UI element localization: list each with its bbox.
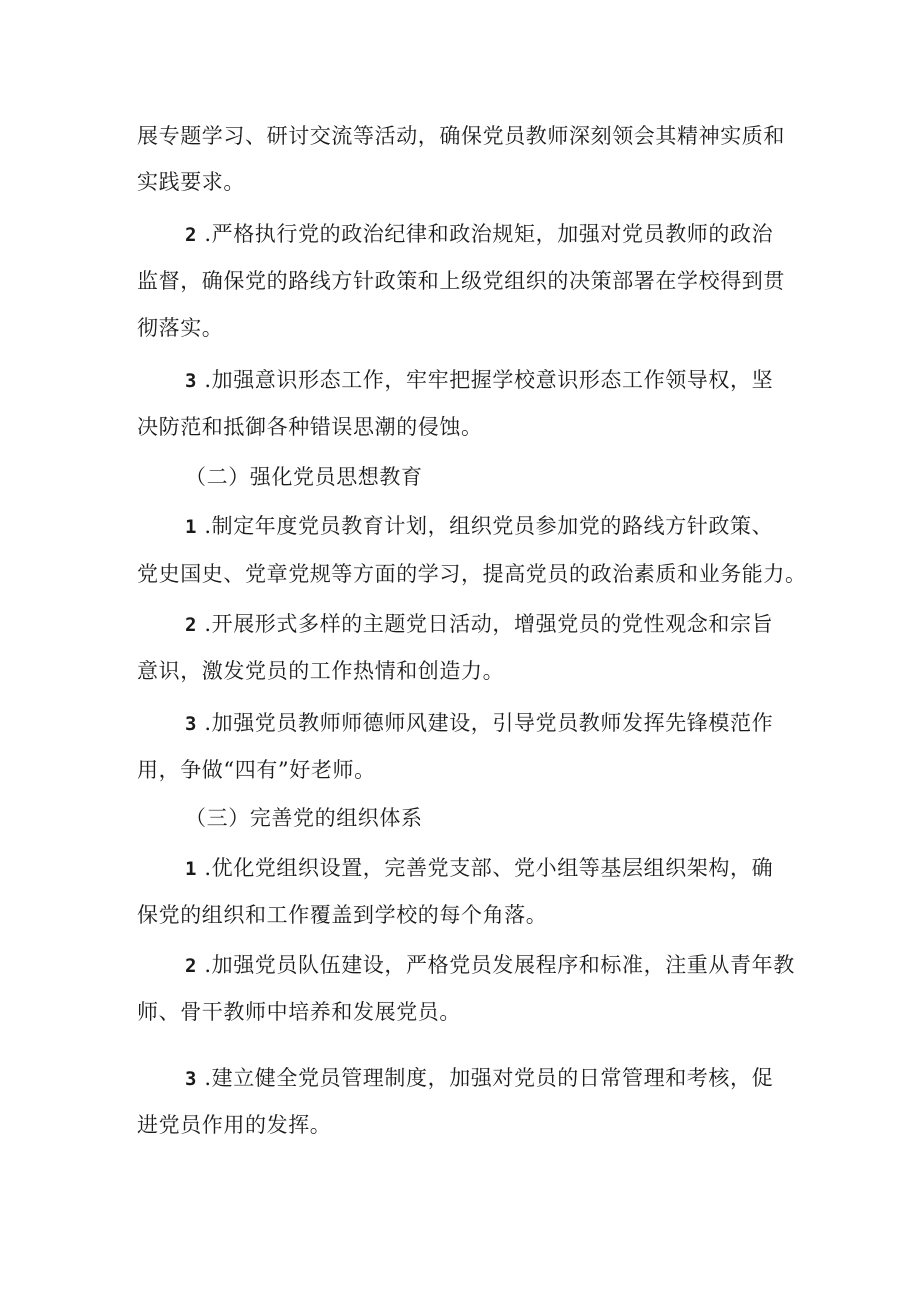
item-text: .加强意识形态工作，牢牢把握学校意识形态工作领导权，坚 [204, 368, 774, 392]
section-heading: （二）强化党员思想教育 [185, 465, 423, 489]
item-number: 2 [185, 955, 198, 977]
paragraph-line: 决防范和抵御各种错误思潮的侵蚀。 [137, 415, 483, 439]
list-item [185, 708, 773, 739]
list-item [185, 219, 773, 250]
list-item [185, 950, 795, 981]
paragraph-line: 监督，确保党的路线方针政策和上级党组织的决策部署在学校得到贯 [137, 269, 785, 293]
list-item [185, 853, 773, 884]
section-heading: （三）完善党的组织体系 [185, 806, 423, 830]
paragraph-line: 实践要求。 [137, 170, 245, 194]
item-text: .优化党组织设置，完善党支部、党小组等基层组织架构，确 [204, 856, 774, 880]
item-number: 1 [185, 858, 198, 880]
paragraph-line: 用，争做“四有”好老师。 [137, 758, 376, 782]
item-text: .加强党员教师师德师风建设，引导党员教师发挥先锋模范作 [204, 711, 774, 735]
paragraph-line: 彻落实。 [137, 316, 224, 340]
list-item [185, 609, 773, 640]
item-number: 1 [185, 516, 198, 538]
paragraph-line: 保党的组织和工作覆盖到学校的每个角落。 [137, 903, 548, 927]
item-text: .制定年度党员教育计划，组织党员参加党的路线方针政策、 [204, 514, 774, 538]
item-text: .加强党员队伍建设，严格党员发展程序和标准，注重从青年教 [204, 953, 795, 977]
item-text: .建立健全党员管理制度，加强对党员的日常管理和考核，促 [204, 1066, 774, 1090]
item-text: .严格执行党的政治纪律和政治规矩，加强对党员教师的政治 [204, 222, 774, 246]
item-text: .开展形式多样的主题党日活动，增强党员的党性观念和宗旨 [204, 612, 774, 636]
paragraph-line: 师、骨干教师中培养和发展党员。 [137, 1000, 461, 1024]
paragraph-line: 进党员作用的发挥。 [137, 1113, 332, 1137]
item-number: 3 [185, 1068, 198, 1090]
item-number: 3 [185, 370, 198, 392]
item-number: 2 [185, 224, 198, 246]
item-number: 3 [185, 713, 198, 735]
list-item [185, 365, 773, 396]
list-item [185, 511, 773, 542]
paragraph-line: 党史国史、党章党规等方面的学习，提高党员的政治素质和业务能力。 [137, 562, 807, 586]
paragraph-line: 展专题学习、研讨交流等活动，确保党员教师深刻领会其精神实质和 [137, 124, 785, 148]
paragraph-line: 意识，激发党员的工作热情和创造力。 [137, 659, 505, 683]
list-item [185, 1063, 773, 1094]
item-number: 2 [185, 614, 198, 636]
